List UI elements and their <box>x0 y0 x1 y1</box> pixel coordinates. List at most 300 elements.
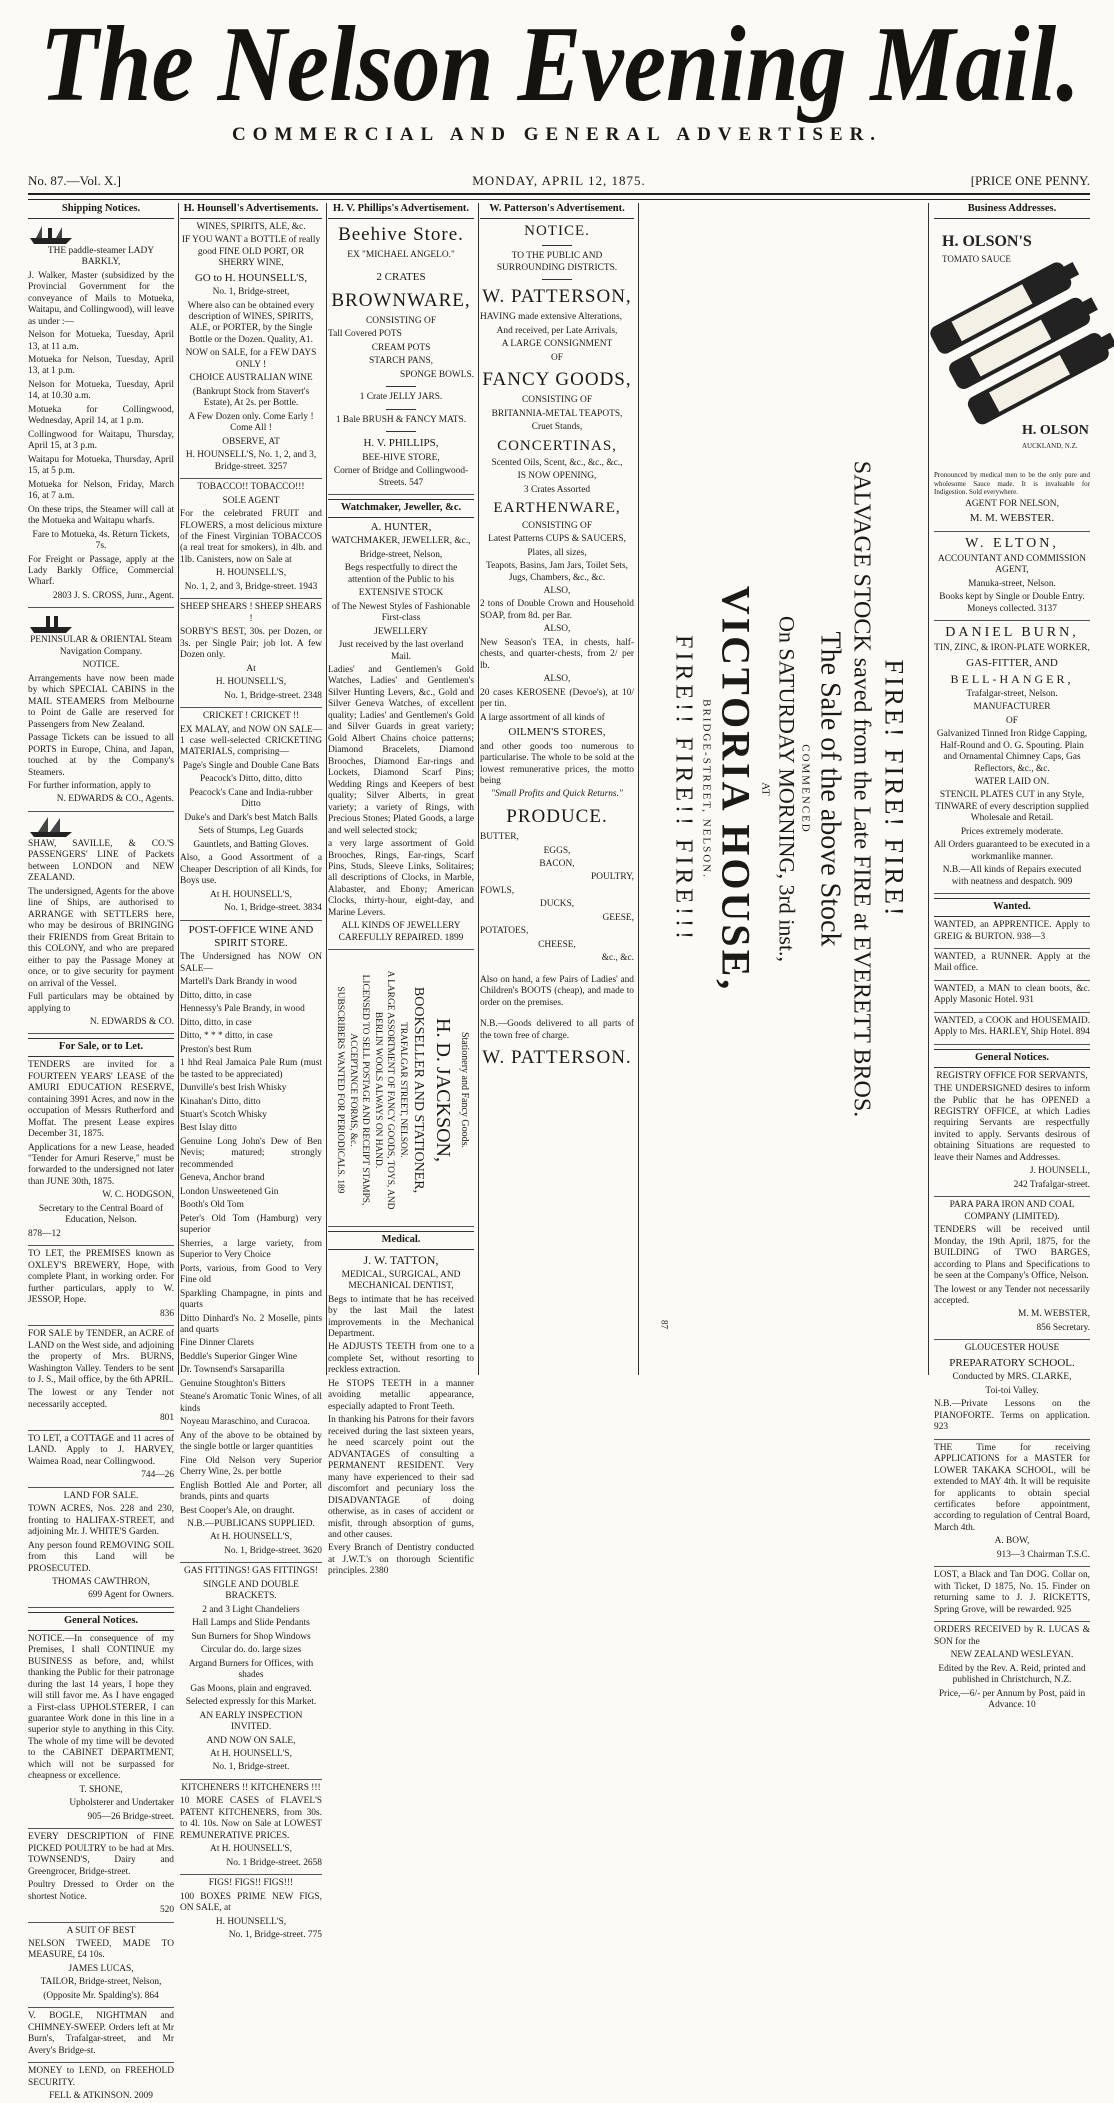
ad-text: Poultry Dressed to Order on the shortest Notice. <box>28 1880 174 1902</box>
ad-text: A LARGE CONSIGNMENT <box>501 339 613 350</box>
ad-ref: 744—26 <box>141 1470 174 1481</box>
ad-text: Full particulars may be obtained by applying to <box>28 992 174 1014</box>
ad-hunter-watchmaker <box>328 521 474 950</box>
ad-signature: No. 1, Bridge-street. 3620 <box>224 1545 322 1556</box>
ad-brewery <box>28 1249 174 1326</box>
ad-title: BROWNWARE, <box>331 289 471 311</box>
list-item: Kinahan's Ditto, ditto <box>180 1096 261 1107</box>
list-item: Page's Single and Double Cane Bats <box>182 760 320 771</box>
ad-signature: 699 Agent for Owners. <box>88 1590 174 1601</box>
ad-title: H. HOUNSELL'S, <box>215 677 287 688</box>
ad-text: N.B.—Private Lessons on the PIANOFORTE. Terms on application. 923 <box>934 1399 1090 1433</box>
list-item: 1 hhd Real Jamaica Pale Rum (must be tasted to be appreciated) <box>180 1058 322 1080</box>
ad-text: 2 CRATES <box>376 271 426 284</box>
ad-text: ALSO, <box>543 586 571 596</box>
sale-line: The Sale of the above Stock <box>814 631 846 947</box>
list-item: CHEESE, <box>538 939 576 950</box>
ad-takaka-school <box>934 1443 1090 1568</box>
ad-text: OF <box>1006 715 1018 726</box>
ad-text: of The Newest Styles of Fashionable First-class <box>331 601 471 624</box>
ad-daniel-burn <box>934 624 1090 894</box>
ad-ref: 801 <box>159 1413 174 1424</box>
list-item: Fine Dinner Clarets <box>180 1338 254 1349</box>
ad-text: SORBY'S BEST, 30s. per Dozen, or 3s. per Single Pair; job lot. A few Dozen only. <box>180 627 322 661</box>
ad-text: WANTED, a COOK and HOUSEMAID. Apply to Mrs. HARLEY, Ship Hotel. 894 <box>934 1015 1090 1038</box>
ad-text: Cruet Stands, <box>531 422 583 433</box>
ad-title: BOOKSELLER AND STATIONER, <box>411 986 427 1193</box>
section-heading: W. Patterson's Advertisement. <box>480 203 634 219</box>
ad-ref: 878—12 <box>28 1228 61 1239</box>
list-item: CREAM POTS <box>371 342 431 353</box>
ad-text: CONSISTING OF <box>521 395 593 406</box>
list-item: BACON, <box>539 859 575 870</box>
ad-signature: TAILOR, Bridge-street, Nelson, <box>40 1977 162 1988</box>
ad-text: On these trips, the Steamer will call at the Motueka and Waitapu wharfs. <box>28 504 174 527</box>
ad-text: 1 Crate JELLY JARS. <box>359 392 443 403</box>
ad-title: PREPARATORY SCHOOL. <box>949 1356 1075 1369</box>
list-item: POULTRY, <box>591 872 634 883</box>
list-item: Beddle's Superior Ginger Wine <box>180 1351 297 1362</box>
column-shipping <box>28 203 179 2102</box>
ad-title: FANCY GOODS, <box>482 369 632 391</box>
list-item: Peter's Old Tom (Hamburg) very superior <box>180 1213 322 1236</box>
ad-title: WATCHMAKER, JEWELLER, &c., <box>331 536 471 547</box>
list-item: Tall Covered POTS <box>328 329 402 340</box>
ad-title: MEDICAL, SURGICAL, AND MECHANICAL DENTIST, <box>341 1269 461 1292</box>
ad-gas-fittings <box>180 1566 322 1780</box>
ad-title: H. HOUNSELL'S, <box>215 1916 287 1927</box>
ad-text: and other goods too numerous to particularise. The whole to be sold at the lowest remunerative prices, the motto being <box>480 741 634 786</box>
ad-text: AGENT FOR NELSON, <box>965 498 1059 509</box>
column-patterson <box>480 203 639 1375</box>
ad-gloucester-school <box>934 1343 1090 1439</box>
ad-signature: 242 Trafalgar-street. <box>1013 1179 1090 1190</box>
section-heading: For Sale, or to Let. <box>28 1038 174 1057</box>
list-item: Genuine Long John's Dew of Ben Nevis; matured; strongly recommended <box>180 1136 322 1170</box>
list-item: London Unsweetened Gin <box>180 1186 279 1197</box>
ad-fire-salvage <box>640 203 929 1375</box>
list-item: POTATOES, <box>480 926 529 937</box>
masthead-title <box>30 2 1090 122</box>
section-heading: Medical. <box>328 1231 474 1250</box>
ad-text: Selected expressly for this Market. <box>185 1697 317 1708</box>
ad-text: WATER LAID ON. <box>974 777 1050 788</box>
ad-text: J. Walker, Master (subsidized by the Provincial Government for the conveyance of Mails to Motueka, Waitapu, and Collingwood), will leave as under :— <box>28 270 174 327</box>
ad-signature: Secretary to the Central Board of Education, Nelson. <box>38 1203 164 1226</box>
ad-title: JEWELLERY <box>374 626 428 637</box>
ad-title: GO to H. HOUNSELL'S, <box>194 271 308 284</box>
list-item: 2 and 3 Light Chandeliers <box>202 1604 300 1615</box>
ad-title: At H. HOUNSELL'S, <box>210 1844 292 1855</box>
ad-text: Conducted by MRS. CLARKE, <box>952 1372 1072 1383</box>
ad-text: TO THE PUBLIC AND SURROUNDING DISTRICTS. <box>496 251 618 273</box>
ad-lady-barkly <box>28 222 174 609</box>
list-item: Dr. Townsend's Sarsaparilla <box>180 1365 285 1376</box>
list-item: GEESE, <box>602 912 634 923</box>
list-item: Ditto Dinhard's No. 2 Moselle, pints and quarts <box>180 1313 322 1335</box>
list-item: Nelson for Motueka, Tuesday, April 13, at 11 a.m. <box>28 330 174 352</box>
ad-cricket <box>180 711 322 921</box>
list-item: Noyeau Maraschino, and Curacoa. <box>180 1417 310 1428</box>
ad-text: ALSO, <box>543 674 571 685</box>
ad-elton <box>934 535 1090 621</box>
ad-wines <box>180 222 322 479</box>
ad-title: FIGS! FIGS!! FIGS!!! <box>208 1878 294 1889</box>
ad-text: All Orders guaranteed to be executed in a workmanlike manner. <box>934 840 1090 862</box>
ad-text: Teapots, Basins, Jam Jars, Toilet Sets, Jugs, Chambers, &c., &c. <box>486 561 628 583</box>
ad-text: THE Time for receiving APPLICATIONS for a MASTER for LOWER TAKAKA SCHOOL, will be extended to MAY 4th. It will be requisite for applicants to obtain special certificates before appointment, according to regulation of Central Board, March 4th. <box>934 1442 1090 1533</box>
ad-registry-office <box>934 1071 1090 1198</box>
ad-peninsular-oriental <box>28 611 174 812</box>
list-item: Sun Burners for Shop Windows <box>191 1631 311 1642</box>
ad-text: Best Cooper's Ale, on draught. <box>180 1505 295 1516</box>
ad-signature: N. EDWARDS & CO. <box>89 1016 174 1027</box>
ad-title: At H. HOUNSELL'S, <box>210 1748 292 1759</box>
list-item: Geneva, Anchor brand <box>180 1173 265 1184</box>
list-item: Collingwood for Waitapu, Thursday, April 15, at 3 p.m. <box>28 429 174 452</box>
ad-signature: JAMES LUCAS, <box>68 1963 134 1974</box>
ad-text: ORDERS RECEIVED by R. LUCAS & SON for the <box>934 1625 1090 1647</box>
price: [PRICE ONE PENNY. <box>970 173 1090 188</box>
ad-title: THE paddle-steamer LADY BARKLY, <box>47 245 155 268</box>
ad-text: Any of the above to be obtained by the single bottle or larger quantities <box>180 1430 322 1453</box>
ad-title: KITCHENERS !! KITCHENERS !!! <box>181 1782 321 1793</box>
ad-text: 1 Bale BRUSH & FANCY MATS. <box>335 414 467 425</box>
ad-title: NOTICE. <box>82 660 120 671</box>
ad-text: Manuka-street, Nelson. <box>968 578 1056 589</box>
ad-text: Books kept by Single or Double Entry. Moneys collected. 3137 <box>939 592 1085 614</box>
fire-footer: FIRE!! FIRE!! FIRE!!! <box>670 635 697 943</box>
ad-wanted-runner <box>934 952 1090 981</box>
list-item: Steane's Aromatic Tonic Wines, of all kinds <box>180 1392 322 1414</box>
ad-title: TOBACCO!! TOBACCO!!! <box>197 482 305 493</box>
list-item: Sets of Stumps, Leg Guards <box>198 826 304 837</box>
ad-title: H. V. PHILLIPS, <box>363 437 439 450</box>
ad-title: Stationery and Fancy Goods. <box>459 1031 471 1148</box>
ad-text: A Few Dozen only. Come Early ! Come All ! <box>188 411 314 434</box>
ad-jackson-stationer <box>328 953 474 1227</box>
ad-title: CONCERTINAS, <box>497 437 617 454</box>
ad-cottage <box>28 1434 174 1488</box>
list-item: SPONGE BOWLS. <box>400 369 474 380</box>
ad-text: For the celebrated FRUIT and FLOWERS, a most delicious mixture of the Finest Virginian TOBACCOS (a real treat for smokers), in 4lb. and 1lb. Canisters, now on Sale at <box>180 509 322 565</box>
ad-text: Also on hand, a few Pairs of Ladies' and Children's BOOTS (cheap), and made to order on the premises. <box>480 974 634 1008</box>
ad-title: WINES, SPIRITS, ALE, &c. <box>196 221 306 232</box>
ad-text: Begs to intimate that he has received by the last Mail the latest improvements in the Mechanical Department. <box>328 1294 474 1340</box>
ad-text: 100 BOXES PRIME NEW FIGS, ON SALE, at <box>180 1891 322 1914</box>
ad-title: At H. HOUNSELL'S, <box>210 1532 292 1543</box>
at-line: AT <box>759 782 772 796</box>
svg-text:TOMATO SAUCE: TOMATO SAUCE <box>942 253 1011 264</box>
ad-text: WANTED, an APPRENTICE. Apply to GREIG & BURTON. 938—3 <box>934 920 1090 942</box>
section-heading: Watchmaker, Jeweller, &c. <box>328 499 474 518</box>
ad-title: REGISTRY OFFICE FOR SERVANTS, <box>936 1070 1088 1081</box>
masthead-subtitle: COMMERCIAL AND GENERAL ADVERTISER. <box>231 124 883 145</box>
ad-text: Ladies' and Gentlemen's Gold Watches, Ladies' and Gentlemen's Silver Hunting Levers, &c., Gold and Silver Geneva Watches, of excellent quality; Ladies' and Gentlemen's Gold and Silver Guards in great variety; Gold Albert Chains choice patterns; Diamond Bracelets, Diamond Brooches, Diamond Ear-rings and Lockets, Diamond Scarf Pins; Wedding Rings and Keepers of best quality; Silver Alberts, in great variety; a variety of Rings, with Precious Stones; Plated Goods, a large and well selected stock; <box>328 665 474 836</box>
issue-date: MONDAY, APRIL 12, 1875. <box>472 173 646 188</box>
ad-title: BELL-HANGER, <box>950 672 1074 687</box>
ad-ref: 836 <box>159 1308 174 1319</box>
ad-text: Every Branch of Dentistry conducted at J.W.T.'s on thorough Scientific principles. 2380 <box>328 1543 474 1577</box>
ad-title: W. PATTERSON, <box>482 286 632 308</box>
ad-signature: W. C. HODGSON, <box>102 1190 174 1201</box>
ad-text: Scented Oils, Scent, &c., &c., &c., <box>491 457 623 468</box>
ad-signature: No. 1, Bridge-street. <box>212 1762 290 1773</box>
ad-text: EX "MICHAEL ANGELO." <box>347 249 455 260</box>
ad-wanted-man <box>934 984 1090 1013</box>
list-item: BUTTER, <box>480 832 519 843</box>
ad-signature: 2803 J. S. CROSS, Junr., Agent. <box>52 590 174 601</box>
ad-text: TENDERS are invited for a FOURTEEN YEARS' LEASE of the AMURI EDUCATION RESERVE, containing 3991 Acres, and now in the occupation of Messrs Rutherford and Moffat. The present Lease expires December 31, 1875. <box>28 1060 174 1140</box>
ad-text: WANTED, a RUNNER. Apply at the Mail office. <box>934 951 1090 974</box>
ad-text: SUBSCRIBERS WANTED FOR PERIODICALS. 189 <box>335 986 346 1194</box>
ad-text: The undersigned, Agents for the above line of Ships, are authorised to ARRANGE with SETTLERS here, who may be desirous of BRINGING their FRIENDS from Great Britain to this COLONY, and who are prepared either to pay the Passage Money at once, or to give security for payment on arrival of the Vessel. <box>28 886 174 989</box>
ad-text: The lowest or any Tender not necessarily accepted. <box>28 1388 174 1410</box>
date-line: On SATURDAY MORNING, 3rd inst., <box>774 615 800 963</box>
ad-title: SHEEP SHEARS ! SHEEP SHEARS ! <box>180 602 322 624</box>
ad-text: For Freight or Passage, apply at the Lady Barkly Office, Commercial Wharf. <box>28 554 174 588</box>
ad-text: "Small Profits and Quick Returns." <box>491 789 623 800</box>
ad-text: Just received by the last overland Mail. <box>338 640 464 662</box>
ad-text: LICENSED TO SELL POSTAGE AND RECEIPT STAMPS, ACCEPTANCE FORMS, &c. <box>348 974 371 1206</box>
list-item: Preston's best Rum <box>180 1044 252 1055</box>
ad-text: WANTED, a MAN to clean boots, &c. Apply Masonic Hotel. 931 <box>934 983 1090 1006</box>
ad-acre-tender <box>28 1329 174 1431</box>
ad-text: TOWN ACRES, Nos. 228 and 230, fronting to HALIFAX-STREET, and adjoining Mr. J. WHITE'S Garden. <box>28 1504 174 1538</box>
ad-text: N.B.—All kinds of Repairs executed with neatness and despatch. 909 <box>942 865 1082 887</box>
ad-text: Prices extremely moderate. <box>960 826 1064 837</box>
ad-shone <box>28 1634 174 1830</box>
ad-text: TO LET, the PREMISES known as OXLEY'S BREWERY, Hope, with complete Plant, in working order. For further particulars, apply to W. JESSOP, Hope. <box>28 1249 174 1306</box>
ad-text: IS NOW OPENING, <box>517 471 597 482</box>
svg-text:AUCKLAND, N.Z.: AUCKLAND, N.Z. <box>1022 441 1078 450</box>
ad-text: Begs respectfully to direct the attention of the Public to his <box>344 563 458 585</box>
ad-title: DANIEL BURN, <box>945 625 1079 641</box>
svg-text:H. OLSON'S: H. OLSON'S <box>942 232 1032 250</box>
commenced-line: COMMENCED <box>799 744 812 834</box>
ad-shaw-saville <box>28 815 174 1035</box>
ad-land-sale <box>28 1491 174 1608</box>
ad-text: TIN, ZINC, & IRON-PLATE WORKER, <box>934 643 1090 654</box>
ad-beehive-store <box>328 223 474 495</box>
svg-text:The Nelson Evening Mail.: The Nelson Evening Mail. <box>40 5 1080 124</box>
masthead <box>30 2 1090 122</box>
ad-text: Where also can be obtained every description of WINES, SPIRITS, ALE, or PORTER, by the Single Bottle or the Dozen. Quality, A1. <box>187 300 315 345</box>
ad-text: NOW on SALE, for a FEW DAYS ONLY ! <box>185 348 317 370</box>
ad-text: For further information, apply to <box>28 781 151 792</box>
column-phillips <box>328 203 479 1577</box>
ad-signature: ALL KINDS OF JEWELLERY CAREFULLY REPAIRED. 1899 <box>338 921 464 943</box>
ad-text: TRAFALGAR STREET, NELSON. <box>398 1021 409 1158</box>
ad-lost-dog <box>934 1570 1090 1622</box>
ad-text: 10 MORE CASES of FLAVEL'S PATENT KITCHENERS, from 30s. to 4l. 10s. Now on Sale at LOWEST REMUNERATIVE PRICES. <box>180 1796 322 1841</box>
list-item: Stuart's Scotch Whisky <box>180 1110 267 1121</box>
header-rule <box>28 199 1090 200</box>
ad-text: ALSO, <box>543 624 571 635</box>
ad-text: Passage Tickets can be issued to all PORTS in Europe, China, and Japan, touched at by the Company's Steamers. <box>28 733 174 778</box>
ad-text: The lowest or any Tender not necessarily accepted. <box>934 1284 1090 1307</box>
list-item: EGGS, <box>543 845 571 856</box>
ad-text: MONEY to LEND, on FREEHOLD SECURITY. <box>28 2066 174 2088</box>
list-item: DUCKS, <box>539 899 575 910</box>
ad-signature: No. 1, 2, and 3, Bridge-street. 1943 <box>184 581 318 592</box>
ad-title: PRODUCE. <box>506 805 608 827</box>
list-item: Genuine Stoughton's Bitters <box>180 1378 286 1389</box>
ad-kitcheners <box>180 1783 322 1875</box>
list-item: Ditto, ditto, in case <box>180 1017 252 1028</box>
ad-ref: 87 <box>659 1320 670 1329</box>
ad-text: New Season's TEA, in chests, half-chests, and quarter-chests, from 2/ per lb. <box>480 637 634 671</box>
list-item: Hall Lamps and Slide Pendants <box>192 1618 310 1629</box>
section-heading: Business Addresses. <box>934 203 1090 219</box>
ad-text: IF YOU WANT a BOTTLE of really good FINE OLD PORT, OR SHERRY WINE, <box>181 235 321 269</box>
list-item: STARCH PANS, <box>368 356 434 367</box>
ad-signature: No. 1, Bridge-street. 3834 <box>224 903 322 914</box>
ad-tatton-dentist <box>328 1253 474 1578</box>
ad-title: LAND FOR SALE. <box>63 1490 139 1501</box>
ad-title: PARA PARA IRON AND COAL COMPANY (LIMITED). <box>949 1200 1075 1222</box>
column-hounsell <box>180 203 327 1941</box>
ad-title: OILMEN'S STORES, <box>508 726 606 739</box>
list-item: Motueka for Collingwood, Wednesday, April 14, at 1 p.m. <box>28 404 174 427</box>
rotated-ad-body <box>660 249 909 1329</box>
ad-text: TENDERS will be received until Monday, the 19th April, 1875, for the BUILDING of TWO BARGES, according to Plans and Specifications to be seen at the Company's Office, Nelson. <box>934 1225 1090 1282</box>
ad-signature: M. M. WEBSTER, <box>1018 1309 1090 1320</box>
list-item: Duke's and Dark's best Match Balls <box>184 812 318 823</box>
ad-sheep-shears <box>180 602 322 708</box>
ad-title: GLOUCESTER HOUSE <box>964 1343 1060 1354</box>
ad-text: In thanking his Patrons for their favors received during the last sixteen years, he need scarcely point out the ADVANTAGES of consulting a PERMANENT RESIDENT. Very many have experienced to their sad discomfort and pecuniary loss the DISADVANTAGE of doing otherwise, as in cases of accident or misfit, through absorption of gums, and other causes. <box>328 1415 474 1540</box>
ad-text: Fare to Motueka, 4s. Return Tickets, 7s. <box>32 529 170 552</box>
rotated-ad-body <box>332 959 470 1221</box>
ad-text: The Undersigned has NOW ON SALE— <box>180 952 322 974</box>
ad-signature: T. SHONE, <box>79 1784 123 1795</box>
ad-figs <box>180 1878 322 1941</box>
ad-text: CONSISTING OF <box>521 520 593 531</box>
ad-text: OBSERVE, AT <box>222 436 280 447</box>
list-item: Nelson for Motueka, Tuesday, April 14, at 10.30 a.m. <box>28 379 174 402</box>
ad-text: N.B.—PUBLICANS SUPPLIED. <box>187 1519 315 1530</box>
list-item: Ditto, * * * ditto, in case <box>180 1031 273 1042</box>
ad-text: A LARGE ASSORTMENT OF FANCY GOODS, TOYS, AND BERLIN WOOLS ALWAYS ON HAND. <box>373 970 396 1210</box>
ad-text: THE UNDERSIGNED desires to inform the Public that he has OPENED a REGISTRY OFFICE, at which Ladies requiring Servants are respectfully invited to apply. Servants desirous of obtaining Situations are requested to leave their Names and Addresses. <box>934 1084 1090 1163</box>
ad-signature: Corner of Bridge and Collingwood-Streets. 547 <box>333 466 469 488</box>
ad-text: (Bankrupt Stock from Stavert's Estate), At 2s. per Bottle. <box>192 386 310 409</box>
list-item: Booth's Old Tom <box>180 1200 244 1211</box>
ad-signature: 856 Secretary. <box>1036 1322 1090 1333</box>
ad-title: H. D. JACKSON, <box>432 1017 455 1162</box>
ad-text: Bridge-street, Nelson, <box>359 549 443 560</box>
ad-ref: 520 <box>159 1905 174 1916</box>
ad-title: CHOICE AUSTRALIAN WINE <box>189 373 313 384</box>
ad-title: EXTENSIVE STOCK <box>358 588 444 599</box>
ad-text: NELSON TWEED, MADE TO MEASURE, £4 10s. <box>28 1938 174 1961</box>
list-item: Martell's Dark Brandy in wood <box>180 977 297 988</box>
ad-signature: N. EDWARDS & CO., Agents. <box>56 794 174 805</box>
list-item: Peacock's Ditto, ditto, ditto <box>200 774 302 785</box>
ad-money <box>28 2066 174 2102</box>
list-item: Argand Burners for Offices, with shades <box>188 1658 314 1681</box>
ad-text: At <box>246 663 256 674</box>
ad-title: SHAW, SAVILLE, & CO.'S PASSENGERS' LINE of Packets between LONDON and NEW ZEALAND. <box>28 838 174 884</box>
list-item: Ditto, ditto, in case <box>180 990 252 1001</box>
ad-text: Arrangements have now been made by which SPECIAL CABINS in the MAIL STEAMERS from Melbourne to Point de Galle are reserved for Passengers from New Zealand. <box>28 673 174 730</box>
ad-title: PENINSULAR & ORIENTAL Steam Navigation Company. <box>30 635 172 657</box>
ad-signature: J. HOUNSELL, <box>1029 1166 1090 1177</box>
ad-wesleyan <box>934 1625 1090 1711</box>
address-line: BRIDGE-STREET, NELSON. <box>700 699 713 879</box>
ad-text: Galvanized Tinned Iron Ridge Capping, Half-Round and O. G. Spouting. Plain and Ornamental Chimney Caps, Gas Reflectors, &c., &c. <box>936 729 1088 774</box>
ad-title: POST-OFFICE WINE AND SPIRIT STORE. <box>188 923 314 949</box>
column-business <box>934 203 1090 1711</box>
ad-wanted-apprentice <box>934 920 1090 949</box>
list-item: Circular do. do. large sizes <box>200 1645 302 1656</box>
list-item: Waitapu for Motueka, Thursday, April 15, at 5 p.m. <box>28 454 174 477</box>
list-item: Dunville's best Irish Whisky <box>180 1083 287 1094</box>
steamer-icon <box>28 611 74 635</box>
fire-heading: FIRE! FIRE! FIRE! <box>879 659 909 919</box>
ad-title: At H. HOUNSELL'S, <box>210 889 292 900</box>
ad-wanted-cook <box>934 1016 1090 1045</box>
ad-title: CRICKET ! CRICKET !! <box>202 711 300 722</box>
ad-text: Price,—6/- per Annum by Post, paid in Advance. 10 <box>938 1688 1086 1711</box>
ad-title: SINGLE AND DOUBLE BRACKETS. <box>203 1579 299 1602</box>
list-item: Motueka for Nelson, Friday, March 16, at 7 a.m. <box>28 479 174 502</box>
ad-text: Any person found REMOVING SOIL from this Land will be PROSECUTED. <box>28 1540 174 1574</box>
ad-title: M. M. WEBSTER. <box>969 512 1055 525</box>
ad-text: EVERY DESCRIPTION of FINE PICKED POULTRY to be had at Mrs. TOWNSEND'S, Dairy and Greengrocer, Bridge-street. <box>28 1832 174 1877</box>
list-item: Sparkling Champagne, in pints and quarts <box>180 1288 322 1311</box>
ad-olson-sauce <box>934 222 1090 532</box>
ad-text: LOST, a Black and Tan DOG. Collar on, with Ticket, D 1875, No. 15. Finder on returning same to J. J. RICKETTS, Spring Grove, will be rewarded. 925 <box>934 1570 1090 1615</box>
ad-text: 20 cases KEROSENE (Devoe's), at 10/ per tin. <box>480 687 634 710</box>
ad-text: Pronounced by medical men to be the only pure and wholesome Sauce made. It is invaluable for Indigestion. Sold everywhere. <box>934 471 1090 497</box>
ad-title: J. W. TATTON, <box>363 1253 439 1268</box>
ad-signature: A. BOW, <box>994 1536 1030 1547</box>
ad-sweep <box>28 2011 174 2063</box>
ad-signature: No. 1, Bridge-street. 775 <box>228 1930 322 1941</box>
ad-text: Also, a Good Assortment of a Cheaper Description of all Kinds, for Boys use. <box>180 853 322 887</box>
section-heading: Shipping Notices. <box>28 203 174 219</box>
ad-title: Beehive Store. <box>338 223 464 245</box>
ad-text: He STOPS TEETH in a manner avoiding metallic appearance, especially adapted to Front Teeth. <box>328 1378 474 1412</box>
ad-title: GAS FITTINGS! GAS FITTINGS! <box>183 1566 319 1577</box>
ad-signature: No. 1 Bridge-street. 2658 <box>226 1857 322 1868</box>
ad-text: Applications for a new Lease, headed "Tender for Amuri Reserve," must be forwarded to the undersigned not later than JUNE 30th, 1875. <box>28 1142 174 1187</box>
ad-signature: No. 1, Bridge-street. 2348 <box>224 690 322 701</box>
issue-number: No. 87.—Vol. X.] <box>28 173 121 188</box>
ad-signature: W. PATTERSON. <box>482 1047 632 1069</box>
list-item: Peacock's Cane and India-rubber Ditto <box>189 787 313 810</box>
ad-text: CONSISTING OF <box>365 316 437 327</box>
list-item: Ports, various, from Good to Very Fine old <box>180 1263 322 1286</box>
ad-text: FOR SALE by TENDER, an ACRE of LAND on the West side, and adjoining the property of Mrs. BURNS, Washington Valley. Tenders to be sent to J. S., Mail office, by the 6th APRIL. <box>28 1329 174 1385</box>
sailing-ship-icon <box>28 815 74 839</box>
ad-text: Toi-toi Valley. <box>985 1385 1039 1396</box>
ad-text: a very large assortment of Gold Brooches, Rings, Ear-rings, Scarf Pins, Studs, Sleeve Links, Solitaires; all descriptions of Clocks, in Marble, Alabaster, and Ebony; American Clocks, thirty-hour, eight-day, and Marine Levers. <box>328 839 474 918</box>
ad-text: A large assortment of all kinds of <box>480 712 605 723</box>
ad-text: NOTICE.—In consequence of my Premises, I shall CONTINUE my BUSINESS as before, and, whilst thanking the Public for their patronage during the last 14 years, I hope they will still favor me. As I have engaged a First-class UPHOLSTERER, I can guarantee Work done in this line in a superior style to anything in this City. The whole of my time will be devoted to the CABINET DEPARTMENT, which will not be surpassed for cheapness or excellence. <box>28 1633 174 1782</box>
ad-text: English Bottled Ale and Porter, all brands, pints and quarts <box>180 1480 322 1503</box>
ad-text: He ADJUSTS TEETH from one to a complete Set, without resorting to reckless extraction. <box>328 1342 474 1376</box>
ad-text: 3 Crates Assorted <box>523 484 591 495</box>
ad-ref: 905—26 Bridge-street. <box>87 1811 174 1822</box>
ad-text: GAS-FITTER, AND <box>966 656 1058 669</box>
ad-signature: Upholsterer and Undertaker <box>69 1798 174 1809</box>
ad-para-para <box>934 1200 1090 1340</box>
ad-title: A. HUNTER, <box>370 520 432 533</box>
ad-title: NEW ZEALAND WESLEYAN. <box>950 1650 1074 1661</box>
